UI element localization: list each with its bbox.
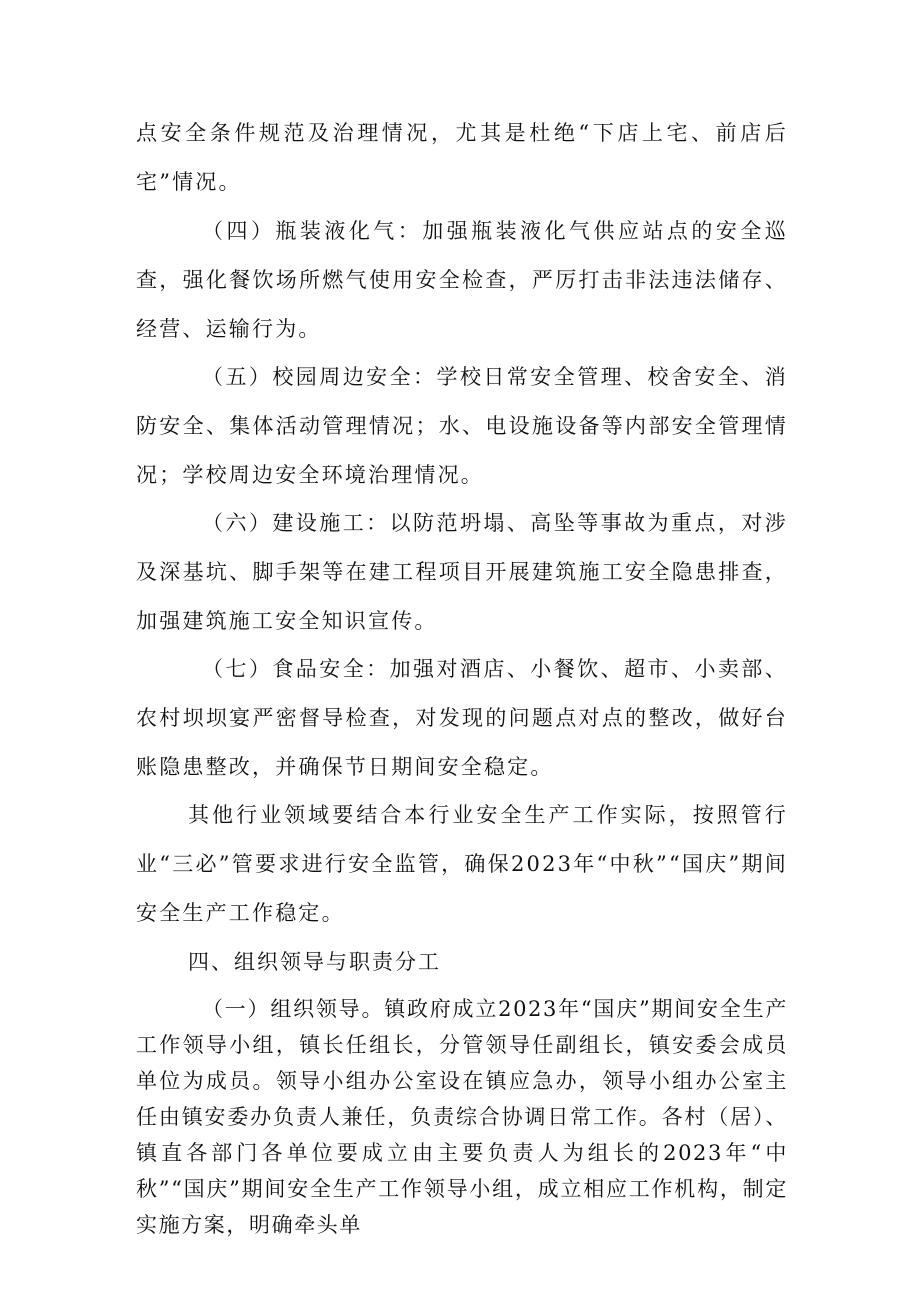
paragraph-food-safety: （七）食品安全：加强对酒店、小餐饮、超市、小卖部、农村坝坝宴严密督导检查，对发现的问题点对点的整改，做好台账隐患整改，并确保节日期间安全稳定。	[136, 657, 788, 779]
paragraph-other-industries: 其他行业领域要结合本行业安全生产工作实际，按照管行业“三必”管要求进行安全监管，确保2023年“中秋”“国庆”期间安全生产工作稳定。	[136, 803, 788, 925]
paragraph-lpg: （四）瓶装液化气：加强瓶装液化气供应站点的安全巡查，强化餐饮场所燃气使用安全检查，严厉打击非法违法储存、经营、运输行为。	[136, 219, 788, 341]
section-heading: 四、组织领导与职责分工	[188, 950, 441, 974]
paragraph-construction: （六）建设施工：以防范坍塌、高坠等事故为重点，对涉及深基坑、脚手架等在建工程项目开展建筑施工安全隐患排查，加强建筑施工安全知识宣传。	[136, 511, 788, 633]
paragraph-campus-safety: （五）校园周边安全：学校日常安全管理、校舍安全、消防安全、集体活动管理情况；水、电设施设备等内部安全管理情况；学校周边安全环境治理情况。	[136, 365, 788, 487]
paragraph-organization: （一）组织领导。镇政府成立2023年“国庆”期间安全生产工作领导小组，镇长任组长，分管领导任副组长，镇安委会成员单位为成员。领导小组办公室设在镇应急办，领导小组办公室主任由镇安委办负责人兼任，负责综合协调日常工作。各村（居）、镇直各部门各单位要成立由主要负责人为组长的2023年“中秋”“国庆”期间安全生产工作领导小组，成立相应工作机构，制定实施方案，明确牵头单	[136, 997, 788, 1237]
paragraph-continuation: 点安全条件规范及治理情况，尤其是杜绝“下店上宅、前店后宅”情况。	[136, 121, 788, 194]
